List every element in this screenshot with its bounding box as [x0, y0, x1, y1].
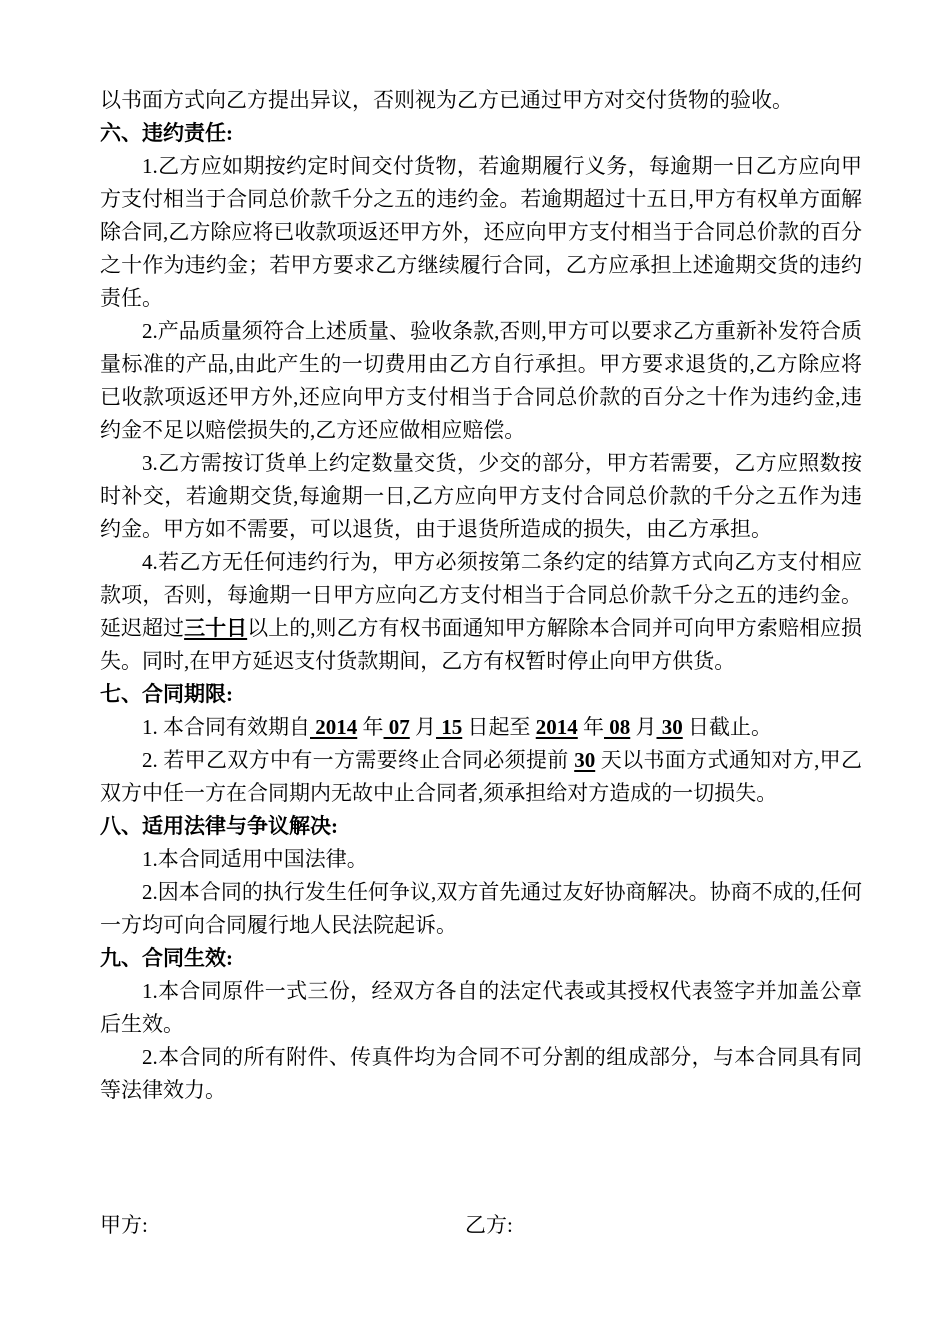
- paragraph: [100, 1041, 862, 1107]
- text-run: 年: [357, 715, 384, 739]
- paragraph: [100, 150, 862, 315]
- paragraph: [100, 744, 862, 810]
- text-run: 07: [383, 715, 410, 739]
- section-heading: [100, 942, 862, 975]
- text-run: 天以书面方式通知对方,甲乙双方中任一方在合同期内无故中止合同者,须承担给对方造成的一切损失。: [100, 748, 863, 805]
- text-run: 2014: [535, 715, 578, 739]
- text-run: 日截止。: [682, 715, 772, 739]
- text-run: 以书面方式向乙方提出异议，否则视为乙方已通过甲方对交付货物的验收。: [100, 88, 793, 112]
- text-run: 30: [574, 748, 596, 772]
- text-run: 2.产品质量须符合上述质量、验收条款,否则,甲方可以要求乙方重新补发符合质量标准的产品,由此产生的一切费用由乙方自行承担。甲方要求退货的,乙方除应将已收款项返还甲方外,还应向甲方支付相当于合同总价款的百分之十作为违约金,违约金不足以赔偿损失的,乙方还应做相应赔偿。: [100, 319, 862, 442]
- section-heading: [100, 117, 862, 150]
- paragraph: [100, 315, 862, 447]
- text-run: 三十日: [184, 616, 248, 640]
- party-a-label: 甲方:: [100, 1213, 148, 1237]
- signature-row: [100, 1209, 862, 1242]
- paragraph: [100, 546, 862, 678]
- paragraph: [100, 447, 862, 546]
- text-run: 08: [604, 715, 631, 739]
- section-heading: [100, 810, 862, 843]
- paragraph: [100, 975, 862, 1041]
- text-run: 六、违约责任:: [100, 121, 233, 145]
- text-run: 八、适用法律与争议解决:: [100, 814, 338, 838]
- section-heading: [100, 678, 862, 711]
- text-run: 4.若乙方无任何违约行为，甲方必须按第二条约定的结算方式向乙方支付相应款项，否则，每逾期一日甲方应向乙方支付相当于合同总价款千分之五的违约金。延迟超过: [100, 550, 862, 640]
- text-run: 1.本合同原件一式三份，经双方各自的法定代表或其授权代表签字并加盖公章后生效。: [100, 979, 862, 1036]
- paragraph: [100, 711, 862, 744]
- party-b-label: 乙方:: [465, 1213, 513, 1237]
- text-run: 年: [577, 715, 604, 739]
- text-run: 以上的,则乙方有权书面通知甲方解除本合同并可向甲方索赔相应损失。同时,在甲方延迟支付货款期间，乙方有权暂时停止向甲方供货。: [100, 616, 863, 673]
- text-run: 1.本合同适用中国法律。: [142, 847, 368, 871]
- paragraph: [100, 84, 862, 117]
- text-run: 2. 若甲乙双方中有一方需要终止合同必须提前: [142, 748, 575, 772]
- paragraph: [100, 876, 862, 942]
- text-run: 2.因本合同的执行发生任何争议,双方首先通过友好协商解决。协商不成的,任何一方均可向合同履行地人民法院起诉。: [100, 880, 862, 937]
- text-run: 1.乙方应如期按约定时间交付货物，若逾期履行义务，每逾期一日乙方应向甲方支付相当于合同总价款千分之五的违约金。若逾期超过十五日,甲方有权单方面解除合同,乙方除应将已收款项返还甲方外，还应向甲方支付相当于合同总价款的百分之十作为违约金；若甲方要求乙方继续履行合同，乙方应承担上述逾期交货的违约责任。: [100, 154, 862, 310]
- text-run: 15: [436, 715, 463, 739]
- text-run: 日起至: [462, 715, 536, 739]
- text-run: 1. 本合同有效期自: [142, 715, 310, 739]
- text-run: 七、合同期限:: [100, 682, 233, 706]
- text-run: 月: [409, 715, 436, 739]
- text-run: 30: [656, 715, 683, 739]
- text-run: 2014: [310, 715, 358, 739]
- text-run: 九、合同生效:: [100, 946, 233, 970]
- text-run: 月: [630, 715, 657, 739]
- paragraph: [100, 843, 862, 876]
- text-run: 3.乙方需按订货单上约定数量交货，少交的部分，甲方若需要，乙方应照数按时补交，若逾期交货,每逾期一日,乙方应向甲方支付合同总价款的千分之五作为违约金。甲方如不需要，可以退货，由于退货所造成的损失，由乙方承担。: [100, 451, 862, 541]
- document-content: [100, 84, 862, 1107]
- text-run: 2.本合同的所有附件、传真件均为合同不可分割的组成部分，与本合同具有同等法律效力。: [100, 1045, 862, 1102]
